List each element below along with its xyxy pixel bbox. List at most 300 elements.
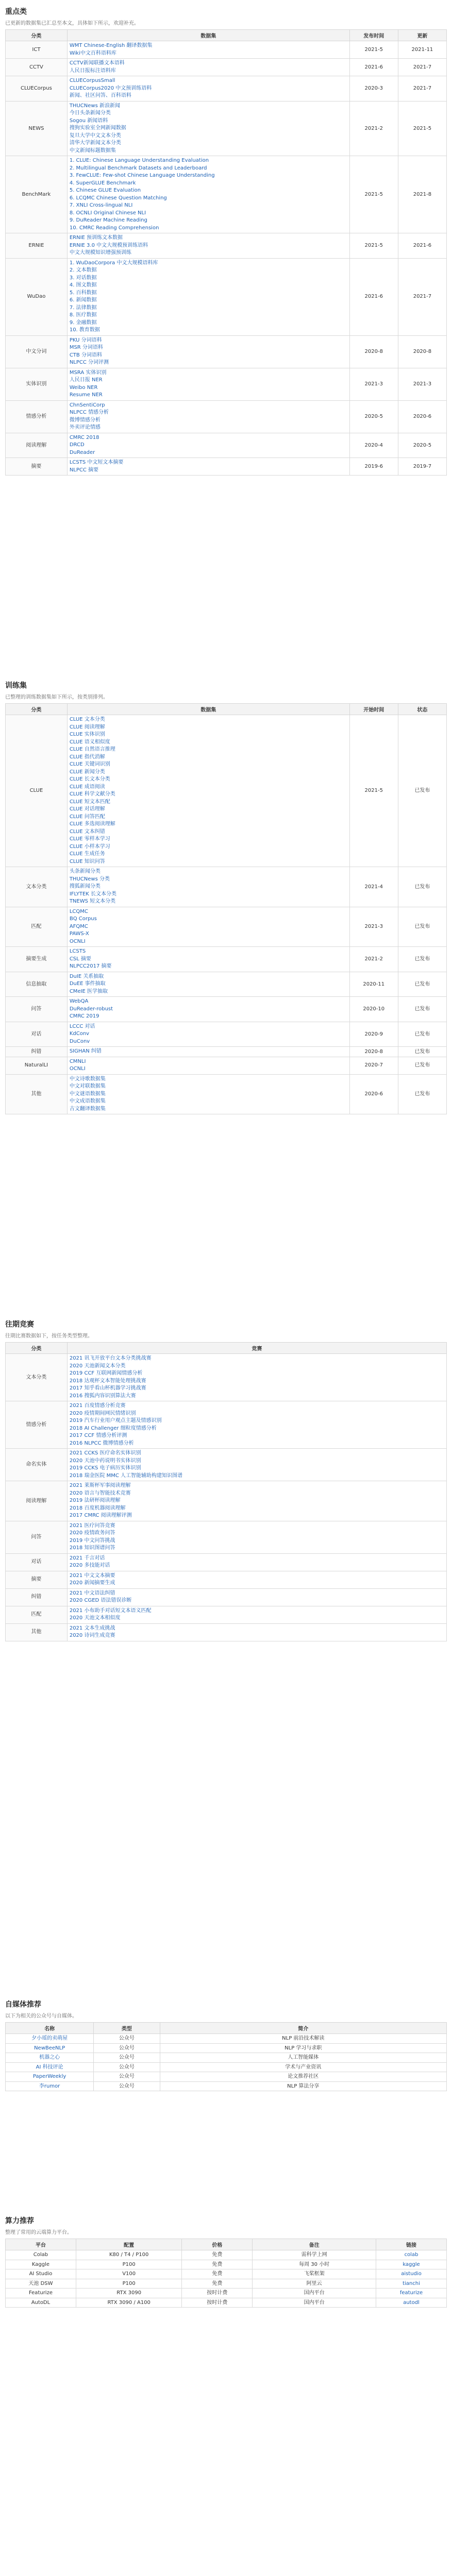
col-header: 类型: [94, 2023, 160, 2034]
dataset-link[interactable]: 3. FewCLUE: Few-shot Chinese Language Understanding: [69, 173, 215, 178]
dataset-list-cell: [67, 76, 349, 101]
dataset-link[interactable]: DuIE 关系抽取: [69, 973, 104, 979]
table-row: [6, 400, 447, 433]
competition-list-cell: [67, 1588, 446, 1606]
conf-cell: [76, 2298, 181, 2308]
dataset-link[interactable]: CLUE 成语阅读: [69, 784, 105, 790]
category-cell: 实体识别: [6, 368, 68, 400]
dataset-link[interactable]: 7. XNLI Cross-lingual NLI: [69, 202, 133, 208]
dataset-link[interactable]: SIGHAN 纠错: [69, 1048, 102, 1054]
dataset-link[interactable]: 8. OCNLI Original Chinese NLI: [69, 210, 146, 216]
category-cell: 匹配: [6, 907, 68, 947]
competition-link[interactable]: 2018 达观杯文本智能处理挑战赛: [69, 1378, 146, 1384]
competition-list-cell: [67, 1571, 446, 1588]
status-cell: 2021-7: [398, 258, 446, 335]
dataset-link[interactable]: NLPCC 摘要: [69, 467, 99, 473]
dataset-link[interactable]: 头条新闻分类: [69, 869, 101, 874]
table-row: [6, 258, 447, 335]
dataset-link[interactable]: 搜狐新闻分类: [69, 884, 101, 889]
dataset-link[interactable]: NLPCC 情感分析: [69, 410, 109, 415]
conf-text: P100: [122, 2280, 136, 2286]
col-header: 价格: [182, 2239, 253, 2250]
dataset-link[interactable]: 中文谜语数据集: [69, 1091, 106, 1097]
name-link[interactable]: PaperWeekly: [32, 2074, 66, 2079]
time-cell: 2020-10: [349, 997, 398, 1022]
time-cell: 2020-3: [349, 76, 398, 101]
status-cell: 已发布: [398, 867, 446, 907]
status-cell: 2020-8: [398, 335, 446, 368]
dataset-link[interactable]: CLUE 长文本分类: [69, 776, 110, 782]
table-row: [6, 1074, 447, 1114]
category-cell: CLUECorpus: [6, 76, 68, 101]
dataset-link[interactable]: TNEWS 短文本分类: [69, 899, 116, 904]
competition-link[interactable]: 2017 知乎看山杯机器学习挑战赛: [69, 1385, 146, 1391]
dataset-link[interactable]: 新闻、社区问答、百科语料: [69, 93, 131, 98]
dataset-link[interactable]: CLUE 小样本学习: [69, 843, 110, 850]
dataset-link[interactable]: LCCC 对话: [69, 1023, 95, 1029]
dataset-link[interactable]: 中文诗歌数据集: [69, 1076, 106, 1082]
desc-cell: [160, 2053, 446, 2063]
dataset-link[interactable]: CLUE 短文本匹配: [69, 799, 110, 805]
note-cell: [253, 2260, 376, 2269]
dataset-link[interactable]: Weibo NER: [69, 384, 98, 391]
price-cell: [182, 2250, 253, 2260]
dataset-link[interactable]: 人民日报标注语料库: [69, 67, 116, 74]
category-cell: 中文分词: [6, 335, 68, 368]
dataset-link[interactable]: 2. Multilingual Benchmark Datasets and Leaderboard: [69, 165, 207, 171]
time-cell: 2021-5: [349, 156, 398, 233]
col-header: 竞赛: [67, 1343, 446, 1354]
link-link[interactable]: tianchi: [403, 2280, 420, 2286]
link-link[interactable]: featurize: [399, 2290, 423, 2296]
dataset-link[interactable]: 复旦大学中文文本分类: [69, 132, 121, 139]
conf-cell: [76, 2289, 181, 2298]
dataset-link[interactable]: 3. 对话数据: [69, 275, 97, 281]
competition-link[interactable]: 2020 诗词生成竞赛: [69, 1633, 115, 1638]
name-link[interactable]: 夕小瑶的卖萌屋: [31, 2036, 68, 2041]
note-cell: [253, 2289, 376, 2298]
time-cell: 2020-9: [349, 1022, 398, 1047]
dataset-link[interactable]: PAWS-X: [69, 931, 89, 937]
name-text: Colab: [33, 2252, 48, 2258]
section-intro: 整理了常用的云端算力平台。: [5, 2230, 72, 2235]
desc-text: 学术与产业资讯: [285, 2064, 322, 2070]
conf-cell: [76, 2279, 181, 2289]
competition-list-cell: [67, 1354, 446, 1401]
category-cell: NaturalLI: [6, 1057, 68, 1074]
status-cell: 2021-7: [398, 76, 446, 101]
dataset-link[interactable]: CMRC 2018: [69, 434, 99, 440]
dataset-link[interactable]: PKU 分词语料: [69, 337, 102, 343]
status-cell: 已发布: [398, 997, 446, 1022]
dataset-link[interactable]: Resume NER: [69, 392, 103, 398]
note-cell: [253, 2250, 376, 2260]
dataset-link[interactable]: CMRC 2019: [69, 1013, 99, 1019]
dataset-link[interactable]: KdConv: [69, 1031, 90, 1037]
competition-link[interactable]: 2020 语言与智能技术竞赛: [69, 1490, 131, 1496]
dataset-list-cell: [67, 59, 349, 76]
competition-link[interactable]: 2017 CMRC 阅读理解评测: [69, 1513, 132, 1518]
category-cell: NEWS: [6, 101, 68, 156]
dataset-link[interactable]: CLUE 生成任务: [69, 851, 105, 857]
section-key-datasets: [5, 6, 447, 476]
name-cell: [6, 2289, 76, 2298]
category-cell: ERNIE: [6, 233, 68, 259]
name-link[interactable]: AI 科技评论: [36, 2064, 63, 2070]
desc-text: 人工智能媒体: [288, 2055, 319, 2060]
category-cell: CCTV: [6, 59, 68, 76]
dataset-list-cell: [67, 1047, 349, 1057]
dataset-link[interactable]: DuEE 事件抽取: [69, 981, 106, 987]
table-row: [6, 2034, 447, 2044]
name-cell: [6, 2260, 76, 2269]
dataset-link[interactable]: 5. 百科数据: [69, 290, 97, 296]
time-cell: 2021-2: [349, 947, 398, 972]
price-text: 免费: [212, 2280, 223, 2286]
dataset-link[interactable]: OCNLI: [69, 938, 86, 944]
dataset-link[interactable]: CLUE 关键词识别: [69, 761, 110, 767]
time-cell: 2020-8: [349, 1047, 398, 1057]
competition-link[interactable]: 2021 文本生成挑战: [69, 1625, 115, 1631]
dataset-list-cell: [67, 867, 349, 907]
dataset-link[interactable]: 7. 法律数据: [69, 304, 97, 311]
price-text: 免费: [212, 2252, 223, 2258]
time-cell: 2021-5: [349, 715, 398, 867]
dataset-link[interactable]: Sogou 新闻语料: [69, 117, 108, 124]
category-cell: 阅读理解: [6, 1481, 68, 1521]
dataset-link[interactable]: Wiki中文百科语料库: [69, 50, 116, 56]
table-row: [6, 1354, 447, 1401]
dataset-link[interactable]: BQ Corpus: [69, 916, 97, 922]
dataset-link[interactable]: THUCNews 新浪新闻: [69, 103, 120, 109]
dataset-link[interactable]: 中文对联数据集: [69, 1083, 106, 1089]
dataset-link[interactable]: ChnSentiCorp: [69, 402, 105, 408]
status-cell: 2021-8: [398, 156, 446, 233]
dataset-link[interactable]: LCSTS 中文短文本摘要: [69, 460, 124, 465]
status-cell: 已发布: [398, 947, 446, 972]
status-cell: 已发布: [398, 1022, 446, 1047]
dataset-link[interactable]: ERNIE 3.0 中文大规模预训练语料: [69, 242, 148, 248]
competition-link[interactable]: 2020 CGED 语法错误诊断: [69, 1598, 132, 1603]
dataset-link[interactable]: 1. CLUE: Chinese Language Understanding Evaluation: [69, 158, 209, 163]
dataset-link[interactable]: 6. LCQMC Chinese Question Matching: [69, 195, 167, 201]
dataset-link[interactable]: MSR 分词语料: [69, 345, 103, 350]
dataset-link[interactable]: 4. SuperGLUE Benchmark: [69, 180, 136, 186]
dataset-link[interactable]: CLUE 新闻分类: [69, 769, 105, 775]
dataset-link[interactable]: WMT Chinese-English 翻译数据集: [69, 43, 153, 48]
competition-link[interactable]: 2021 医疗问答竞赛: [69, 1522, 115, 1529]
competition-link[interactable]: 2021 百度情感分析竞赛: [69, 1403, 126, 1409]
competition-link[interactable]: 2021 CCKS 医疗命名实体识别: [69, 1450, 141, 1456]
dataset-link[interactable]: 清华大学新闻文本分类: [69, 140, 121, 146]
table-row: [6, 715, 447, 867]
note-cell: [253, 2269, 376, 2279]
col-header: 分类: [6, 30, 68, 41]
time-cell: 2021-5: [349, 41, 398, 59]
status-cell: 2021-6: [398, 233, 446, 259]
competition-link[interactable]: 2019 汽车行业用户观点主题及情感识别: [69, 1418, 162, 1423]
time-cell: 2020-4: [349, 433, 398, 458]
dataset-link[interactable]: 今日头条新闻分类: [69, 110, 111, 116]
desc-text: 论文推荐社区: [288, 2074, 319, 2079]
dataset-link[interactable]: CLUE 文本纠错: [69, 828, 105, 835]
dataset-link[interactable]: NLPCC2017 摘要: [69, 963, 112, 969]
name-link[interactable]: 机器之心: [39, 2055, 60, 2060]
dataset-link[interactable]: 10. 教育数据: [69, 327, 100, 333]
competition-link[interactable]: 2020 新闻摘要生成: [69, 1580, 115, 1586]
dataset-list-cell: [67, 335, 349, 368]
type-text: 公众号: [119, 2083, 135, 2089]
col-header: 更新: [398, 30, 446, 41]
competition-link[interactable]: 2021 莱斯杯军事阅读理解: [69, 1483, 131, 1488]
competition-link[interactable]: 2018 瑞金医院 MMC 人工智能辅助构建知识图谱: [69, 1472, 183, 1479]
competition-link[interactable]: 2021 中文文本摘要: [69, 1572, 115, 1579]
link-link[interactable]: autodl: [403, 2299, 420, 2306]
table-row: [6, 2298, 447, 2308]
category-cell: 情感分析: [6, 1401, 68, 1449]
table-row: [6, 867, 447, 907]
dataset-link[interactable]: 10. CMRC Reading Comprehension: [69, 225, 159, 231]
desc-text: NLP 前沿技术解读: [282, 2036, 325, 2041]
dataset-list-cell: [67, 156, 349, 233]
category-cell: 匹配: [6, 1606, 68, 1623]
competitions-table: [5, 1342, 447, 1641]
competition-link[interactable]: 2020 天池文本相似度: [69, 1615, 121, 1621]
competition-link[interactable]: 2016 搜狐内容识别算法大赛: [69, 1393, 136, 1399]
col-header: 平台: [6, 2239, 76, 2250]
name-link[interactable]: NewBeeNLP: [34, 2045, 65, 2051]
time-cell: 2020-5: [349, 400, 398, 433]
competition-link[interactable]: 2021 讯飞开放平台文本分类挑战赛: [69, 1355, 152, 1361]
time-cell: 2021-5: [349, 233, 398, 259]
conf-text: V100: [122, 2271, 136, 2277]
desc-cell: [160, 2062, 446, 2072]
name-cell: [6, 2053, 94, 2063]
dataset-link[interactable]: 中文新闻标题数据集: [69, 147, 116, 154]
dataset-link[interactable]: CMNLI: [69, 1058, 86, 1064]
dataset-link[interactable]: AFQMC: [69, 923, 88, 929]
dataset-link[interactable]: CLUE 语义相似度: [69, 739, 110, 745]
dataset-link[interactable]: CMeIE 医学抽取: [69, 988, 108, 994]
competition-list-cell: [67, 1606, 446, 1623]
col-header: 备注: [253, 2239, 376, 2250]
table-row: [6, 2269, 447, 2279]
time-cell: 2021-6: [349, 59, 398, 76]
dataset-link[interactable]: WebQA: [69, 998, 89, 1004]
key-datasets-table: [5, 29, 447, 476]
dataset-link[interactable]: CLUE 实体识别: [69, 732, 105, 737]
dataset-link[interactable]: CLUE 文本分类: [69, 717, 105, 722]
dataset-link[interactable]: CLUECorpus2020 中文预训练语料: [69, 85, 152, 91]
competition-list-cell: [67, 1401, 446, 1449]
category-cell: 情感分析: [6, 400, 68, 433]
status-cell: 已发布: [398, 1057, 446, 1074]
time-cell: 2020-11: [349, 972, 398, 997]
dataset-link[interactable]: CLUE 知识问答: [69, 858, 105, 865]
dataset-link[interactable]: CLUE 零样本学习: [69, 836, 110, 842]
link-link[interactable]: aistudio: [401, 2271, 422, 2277]
competition-link[interactable]: 2019 CCF 互联网新闻情感分析: [69, 1370, 143, 1376]
col-header: 名称: [6, 2023, 94, 2034]
dataset-link[interactable]: 古文翻译数据集: [69, 1106, 106, 1112]
category-cell: 纠错: [6, 1047, 68, 1057]
competition-link[interactable]: 2019 中文问答挑战: [69, 1537, 115, 1544]
dataset-link[interactable]: 9. DuReader Machine Reading: [69, 217, 147, 223]
dataset-list-cell: [67, 258, 349, 335]
dataset-link[interactable]: CCTV新闻联播文本语料: [69, 60, 125, 66]
competition-link[interactable]: 2021 小布助手对话短文本语义匹配: [69, 1607, 152, 1614]
dataset-list-cell: [67, 715, 349, 867]
col-header: 开始时间: [349, 704, 398, 715]
price-cell: [182, 2289, 253, 2298]
section-intro: 已整理的训练数据集如下所示，按类别排列。: [5, 694, 108, 700]
competition-link[interactable]: 2020 天池中药说明书实体识别: [69, 1458, 141, 1464]
dataset-link[interactable]: 搜狗实验室全网新闻数据: [69, 125, 126, 131]
competition-link[interactable]: 2020 天池新闻文本分类: [69, 1363, 126, 1369]
table-row: [6, 156, 447, 233]
dataset-list-cell: [67, 1022, 349, 1047]
dataset-link[interactable]: CLUE 指代消解: [69, 754, 105, 760]
dataset-link[interactable]: IFLYTEK 长文本分类: [69, 891, 117, 897]
note-text: 阿里云: [306, 2280, 322, 2286]
competition-link[interactable]: 2017 CCF 情感分析评测: [69, 1433, 127, 1438]
dataset-link[interactable]: 中文大规模知识增强预训练: [69, 250, 131, 256]
competition-link[interactable]: 2021 千言对话: [69, 1555, 105, 1561]
dataset-link[interactable]: CSL 摘要: [69, 956, 91, 962]
dataset-link[interactable]: DuReader-robust: [69, 1006, 113, 1012]
dataset-link[interactable]: DRCD: [69, 442, 85, 448]
name-cell: [6, 2062, 94, 2072]
dataset-link[interactable]: DuConv: [69, 1038, 90, 1044]
time-cell: 2020-8: [349, 335, 398, 368]
table-row: [6, 2250, 447, 2260]
status-cell: 2020-5: [398, 433, 446, 458]
table-row: [6, 1588, 447, 1606]
category-cell: ICT: [6, 41, 68, 59]
type-cell: [94, 2034, 160, 2044]
col-header: 数据集: [67, 704, 349, 715]
name-cell: [6, 2269, 76, 2279]
dataset-link[interactable]: CLUE 阅读理解: [69, 724, 105, 730]
dataset-link[interactable]: CLUECorpusSmall: [69, 78, 115, 83]
competition-list-cell: [67, 1481, 446, 1521]
competition-link[interactable]: 2020 疫情期间网民情绪识别: [69, 1410, 136, 1416]
status-cell: 2021-5: [398, 101, 446, 156]
dataset-link[interactable]: CLUE 问答匹配: [69, 814, 105, 820]
time-cell: 2020-6: [349, 1074, 398, 1114]
table-row: [6, 972, 447, 997]
competition-link[interactable]: 2021 中文语法纠错: [69, 1590, 115, 1596]
dataset-link[interactable]: 中文成语数据集: [69, 1098, 106, 1104]
category-cell: 其他: [6, 1074, 68, 1114]
price-text: 按时计费: [207, 2290, 228, 2296]
status-cell: 已发布: [398, 715, 446, 867]
dataset-link[interactable]: 5. Chinese GLUE Evaluation: [69, 188, 141, 193]
dataset-link[interactable]: LCSTS: [69, 948, 86, 954]
competition-link[interactable]: 2018 AI Challenger 细粒度情感分析: [69, 1425, 157, 1431]
dataset-link[interactable]: OCNLI: [69, 1066, 86, 1072]
status-cell: 2020-6: [398, 400, 446, 433]
dataset-link[interactable]: 外卖评论情感: [69, 425, 101, 430]
dataset-link[interactable]: 人民日报 NER: [69, 377, 103, 383]
dataset-link[interactable]: CLUE 科学文献分类: [69, 791, 115, 797]
dataset-link[interactable]: 9. 金融数据: [69, 319, 97, 326]
dataset-link[interactable]: 8. 医疗数据: [69, 312, 97, 318]
time-cell: 2020-7: [349, 1057, 398, 1074]
media-table: [5, 2022, 447, 2091]
dataset-link[interactable]: LCQMC: [69, 908, 88, 914]
link-link[interactable]: colab: [404, 2252, 418, 2258]
category-cell: 纠错: [6, 1588, 68, 1606]
dataset-link[interactable]: MSRA 实体识别: [69, 369, 107, 376]
table-row: [6, 2081, 447, 2091]
section-intro: 往期比赛数据如下，按任务类型整理。: [5, 1333, 93, 1339]
dataset-link[interactable]: CTB 分词语料: [69, 352, 102, 358]
note-cell: [253, 2279, 376, 2289]
dataset-link[interactable]: 2. 文本数据: [69, 267, 97, 273]
dataset-link[interactable]: NLPCC 分词评测: [69, 360, 109, 365]
conf-cell: [76, 2250, 181, 2260]
table-row: [6, 433, 447, 458]
dataset-link[interactable]: THUCNews 分类: [69, 876, 110, 882]
link-cell: [376, 2279, 447, 2289]
competition-link[interactable]: 2016 NLPCC 微博情感分析: [69, 1440, 134, 1446]
dataset-link[interactable]: 微博情感分析: [69, 417, 101, 423]
dataset-link[interactable]: CLUE 自然语言推理: [69, 747, 115, 752]
table-row: [6, 233, 447, 259]
link-link[interactable]: kaggle: [403, 2261, 420, 2267]
table-row: [6, 1481, 447, 1521]
dataset-link[interactable]: 4. 图文数据: [69, 282, 97, 288]
competition-link[interactable]: 2019 法研杯阅读理解: [69, 1498, 121, 1503]
status-cell: 已发布: [398, 907, 446, 947]
dataset-link[interactable]: DuReader: [69, 449, 95, 455]
dataset-link[interactable]: ERNIE 预训练文本数据: [69, 235, 123, 241]
competition-link[interactable]: 2020 多技能对话: [69, 1563, 110, 1568]
conf-text: K80 / T4 / P100: [109, 2252, 149, 2258]
dataset-list-cell: [67, 101, 349, 156]
link-cell: [376, 2260, 447, 2269]
competition-link[interactable]: 2019 CCKS 电子病历实体识别: [69, 1465, 141, 1471]
section-intro: 已更新的数据集已汇总至本文，具体如下所示，欢迎补充。: [5, 21, 139, 26]
dataset-link[interactable]: 6. 新闻数据: [69, 297, 97, 303]
price-cell: [182, 2298, 253, 2308]
name-cell: [6, 2279, 76, 2289]
dataset-link[interactable]: CLUE 对话理解: [69, 806, 105, 812]
type-text: 公众号: [119, 2045, 135, 2051]
status-cell: 2021-11: [398, 41, 446, 59]
dataset-link[interactable]: CLUE 多选阅读理解: [69, 821, 115, 827]
name-link[interactable]: 李rumor: [39, 2083, 60, 2089]
price-cell: [182, 2279, 253, 2289]
conf-cell: [76, 2269, 181, 2279]
name-cell: [6, 2043, 94, 2053]
table-row: [6, 1022, 447, 1047]
dataset-list-cell: [67, 972, 349, 997]
competition-link[interactable]: 2018 百度机器阅读理解: [69, 1505, 126, 1511]
type-text: 公众号: [119, 2055, 135, 2060]
dataset-list-cell: [67, 458, 349, 476]
category-cell: WuDao: [6, 258, 68, 335]
compute-table: [5, 2239, 447, 2308]
col-header: 分类: [6, 704, 68, 715]
type-cell: [94, 2043, 160, 2053]
dataset-link[interactable]: 1. WuDaoCorpora 中文大规模语料库: [69, 260, 158, 266]
table-row: [6, 59, 447, 76]
competition-link[interactable]: 2020 疫情政务问答: [69, 1530, 115, 1536]
table-row: [6, 1623, 447, 1641]
competition-link[interactable]: 2018 知识图谱问答: [69, 1545, 115, 1551]
